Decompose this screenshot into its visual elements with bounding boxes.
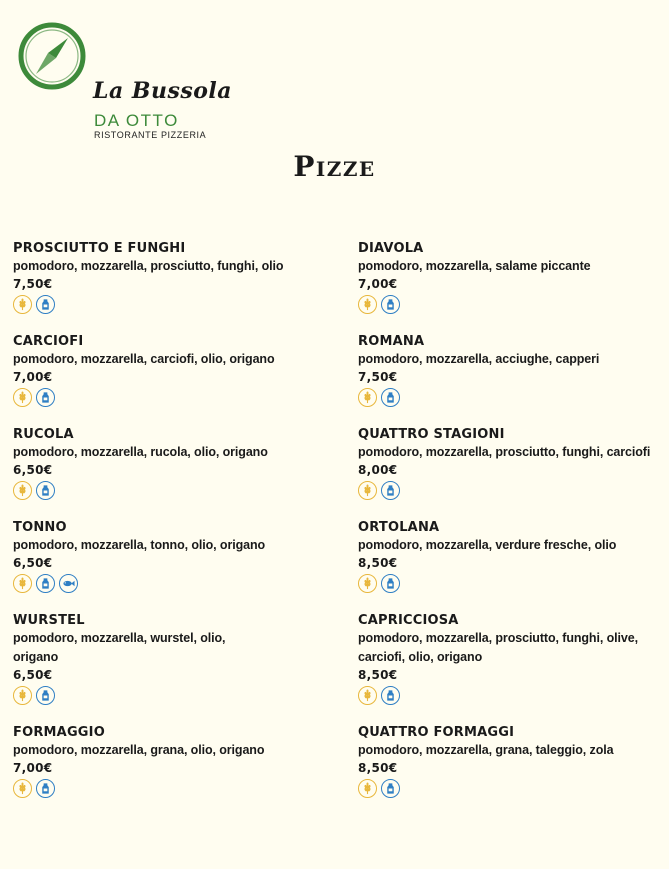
wheat-icon	[358, 574, 377, 593]
menu-item	[358, 520, 668, 596]
page-title: Pizze	[293, 150, 376, 183]
allergen-icons	[358, 295, 668, 317]
menu-item-price: 7,00€	[13, 761, 53, 775]
menu-item-ingredients: pomodoro, mozzarella, prosciutto, funghi, carciofi	[358, 445, 651, 459]
menu-item-ingredients: pomodoro, mozzarella, prosciutto, funghi, olive, carciofi, olio, origano	[358, 631, 638, 664]
menu-item-name: QUATTRO FORMAGGI	[358, 725, 515, 740]
allergen-icons	[358, 574, 668, 596]
menu-item-ingredients: pomodoro, mozzarella, carciofi, olio, origano	[13, 352, 275, 366]
wheat-icon	[13, 295, 32, 314]
wheat-icon	[358, 779, 377, 798]
menu-item	[358, 613, 668, 708]
wheat-icon	[13, 574, 32, 593]
menu-item-price: 8,00€	[358, 463, 398, 477]
menu-item	[13, 427, 323, 503]
milk-icon	[36, 481, 55, 500]
allergen-icons	[13, 574, 323, 596]
menu-item	[358, 334, 668, 410]
menu-item-price: 8,50€	[358, 761, 398, 775]
allergen-icons	[358, 779, 668, 801]
wheat-icon	[358, 295, 377, 314]
wheat-icon	[358, 686, 377, 705]
menu-item-name: CARCIOFI	[13, 334, 84, 349]
menu-item-price: 7,00€	[13, 370, 53, 384]
menu-item-name: QUATTRO STAGIONI	[358, 427, 505, 442]
menu-item-name: WURSTEL	[13, 613, 85, 628]
menu-item-name: ROMANA	[358, 334, 425, 349]
menu-item-price: 6,50€	[13, 668, 53, 682]
menu-item-name: PROSCIUTTO E FUNGHI	[13, 241, 186, 256]
menu-item	[13, 725, 323, 801]
wheat-icon	[13, 481, 32, 500]
milk-icon	[381, 295, 400, 314]
brand-tagline: RISTORANTE PIZZERIA	[94, 130, 207, 140]
menu-item-ingredients: pomodoro, mozzarella, verdure fresche, olio	[358, 538, 617, 552]
milk-icon	[36, 574, 55, 593]
menu-item-price: 6,50€	[13, 463, 53, 477]
wheat-icon	[358, 388, 377, 407]
allergen-icons	[13, 779, 323, 801]
menu-item-name: FORMAGGIO	[13, 725, 105, 740]
allergen-icons	[358, 388, 668, 410]
menu-item	[13, 334, 323, 410]
compass-icon	[16, 20, 88, 92]
wheat-icon	[13, 779, 32, 798]
menu-item-ingredients: pomodoro, mozzarella, grana, olio, origano	[13, 743, 265, 757]
milk-icon	[36, 388, 55, 407]
menu-item-price: 7,50€	[13, 277, 53, 291]
menu-item-price: 6,50€	[13, 556, 53, 570]
restaurant-logo	[16, 20, 233, 140]
milk-icon	[381, 388, 400, 407]
milk-icon	[381, 574, 400, 593]
menu-item-price: 8,50€	[358, 668, 398, 682]
milk-icon	[381, 779, 400, 798]
menu-item-ingredients: pomodoro, mozzarella, tonno, olio, origano	[13, 538, 266, 552]
menu-item-ingredients: pomodoro, mozzarella, wurstel, olio, origano	[13, 631, 226, 664]
wheat-icon	[13, 388, 32, 407]
allergen-icons	[13, 295, 323, 317]
menu-item-price: 7,00€	[358, 277, 398, 291]
brand-name: La Bussola	[93, 78, 233, 104]
menu-item-name: TONNO	[13, 520, 67, 535]
wheat-icon	[13, 686, 32, 705]
menu-item-price: 8,50€	[358, 556, 398, 570]
menu-item-ingredients: pomodoro, mozzarella, prosciutto, funghi, olio	[13, 259, 284, 273]
menu-item-ingredients: pomodoro, mozzarella, acciughe, capperi	[358, 352, 600, 366]
fish-icon	[59, 574, 78, 593]
allergen-icons	[13, 686, 323, 708]
allergen-icons	[358, 481, 668, 503]
menu-item-ingredients: pomodoro, mozzarella, salame piccante	[358, 259, 591, 273]
menu-item	[358, 725, 668, 801]
menu-item-name: ORTOLANA	[358, 520, 440, 535]
menu-item-name: RUCOLA	[13, 427, 74, 442]
menu-item-price: 7,50€	[358, 370, 398, 384]
menu-item	[13, 520, 323, 596]
menu-item-ingredients: pomodoro, mozzarella, rucola, olio, origano	[13, 445, 268, 459]
menu-item	[13, 613, 323, 708]
allergen-icons	[13, 388, 323, 410]
menu-item	[358, 241, 668, 317]
menu-item-ingredients: pomodoro, mozzarella, grana, taleggio, zola	[358, 743, 614, 757]
milk-icon	[36, 295, 55, 314]
allergen-icons	[358, 686, 668, 708]
brand-subname: DA OTTO	[94, 111, 179, 130]
menu-item	[13, 241, 323, 317]
menu-item	[358, 427, 668, 503]
menu-item-name: DIAVOLA	[358, 241, 424, 256]
milk-icon	[381, 481, 400, 500]
allergen-icons	[13, 481, 323, 503]
milk-icon	[381, 686, 400, 705]
wheat-icon	[358, 481, 377, 500]
milk-icon	[36, 779, 55, 798]
milk-icon	[36, 686, 55, 705]
menu-item-name: CAPRICCIOSA	[358, 613, 459, 628]
